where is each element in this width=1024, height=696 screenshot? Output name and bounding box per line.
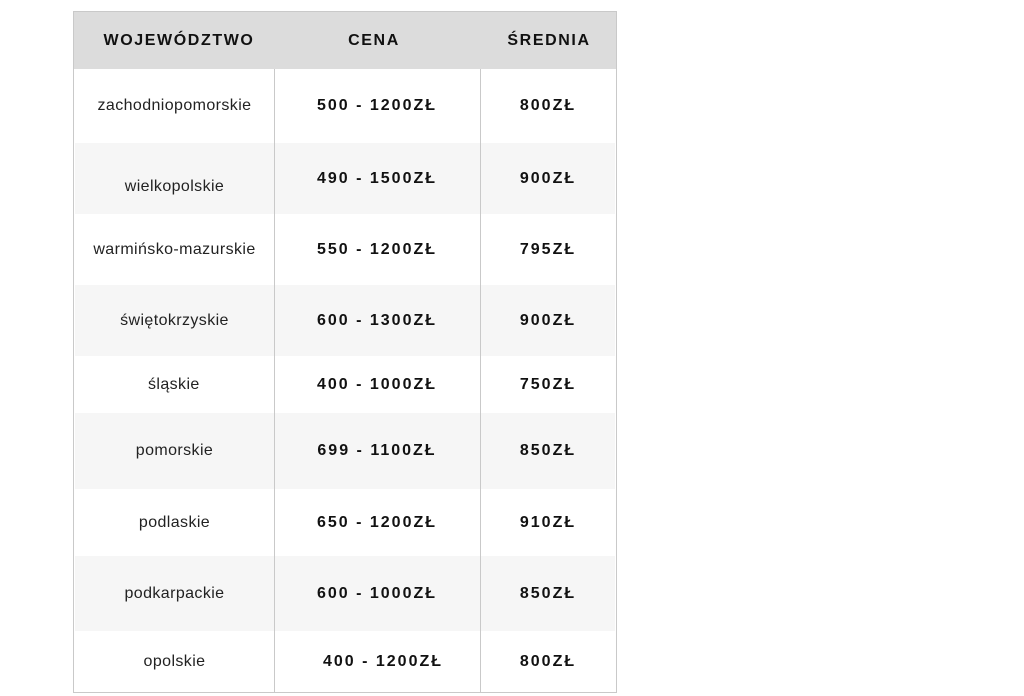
column-header-price: CENA	[348, 32, 400, 49]
price-cell: 600 - 1300ZŁ	[316, 311, 438, 329]
region-cell: pomorskie	[135, 442, 214, 459]
price-cell: 500 - 1200ZŁ	[316, 97, 438, 114]
table-row	[75, 214, 615, 285]
column-header-region: WOJEWÓDZTWO	[103, 32, 255, 49]
average-cell: 800ZŁ	[519, 97, 577, 114]
table-row	[75, 631, 615, 692]
region-cell: wielkopolskie	[124, 177, 225, 195]
table-row	[75, 69, 615, 143]
average-cell: 900ZŁ	[519, 169, 577, 187]
table-row	[75, 556, 615, 631]
table-row	[75, 356, 615, 413]
price-table	[73, 11, 617, 693]
price-cell: 650 - 1200ZŁ	[316, 513, 438, 531]
table-row	[75, 489, 615, 556]
average-cell: 850ZŁ	[519, 442, 577, 459]
region-cell: zachodniopomorskie	[97, 97, 252, 114]
average-cell: 850ZŁ	[519, 584, 577, 602]
region-cell: opolskie	[143, 652, 206, 670]
average-cell: 800ZŁ	[519, 652, 577, 670]
column-divider	[274, 69, 275, 692]
average-cell: 795ZŁ	[519, 240, 577, 258]
region-cell: podlaskie	[138, 513, 211, 531]
average-cell: 900ZŁ	[519, 311, 577, 329]
column-header-average: ŚREDNIA	[507, 32, 591, 49]
average-cell: 750ZŁ	[519, 375, 577, 393]
table-row	[75, 285, 615, 356]
region-cell: śląskie	[148, 375, 200, 393]
average-cell: 910ZŁ	[519, 513, 577, 531]
table-row	[75, 143, 615, 214]
price-cell: 699 - 1100ZŁ	[317, 442, 437, 459]
region-cell: świętokrzyskie	[120, 311, 229, 329]
price-cell: 400 - 1200ZŁ	[322, 652, 444, 670]
price-cell: 550 - 1200ZŁ	[316, 240, 438, 258]
region-cell: warmińsko-mazurskie	[93, 240, 256, 258]
table-header	[74, 12, 616, 69]
price-cell: 400 - 1000ZŁ	[316, 375, 438, 393]
table-row	[75, 413, 615, 489]
price-cell: 600 - 1000ZŁ	[316, 584, 438, 602]
price-cell: 490 - 1500ZŁ	[316, 169, 438, 187]
column-divider	[480, 69, 481, 692]
region-cell: podkarpackie	[124, 584, 225, 602]
